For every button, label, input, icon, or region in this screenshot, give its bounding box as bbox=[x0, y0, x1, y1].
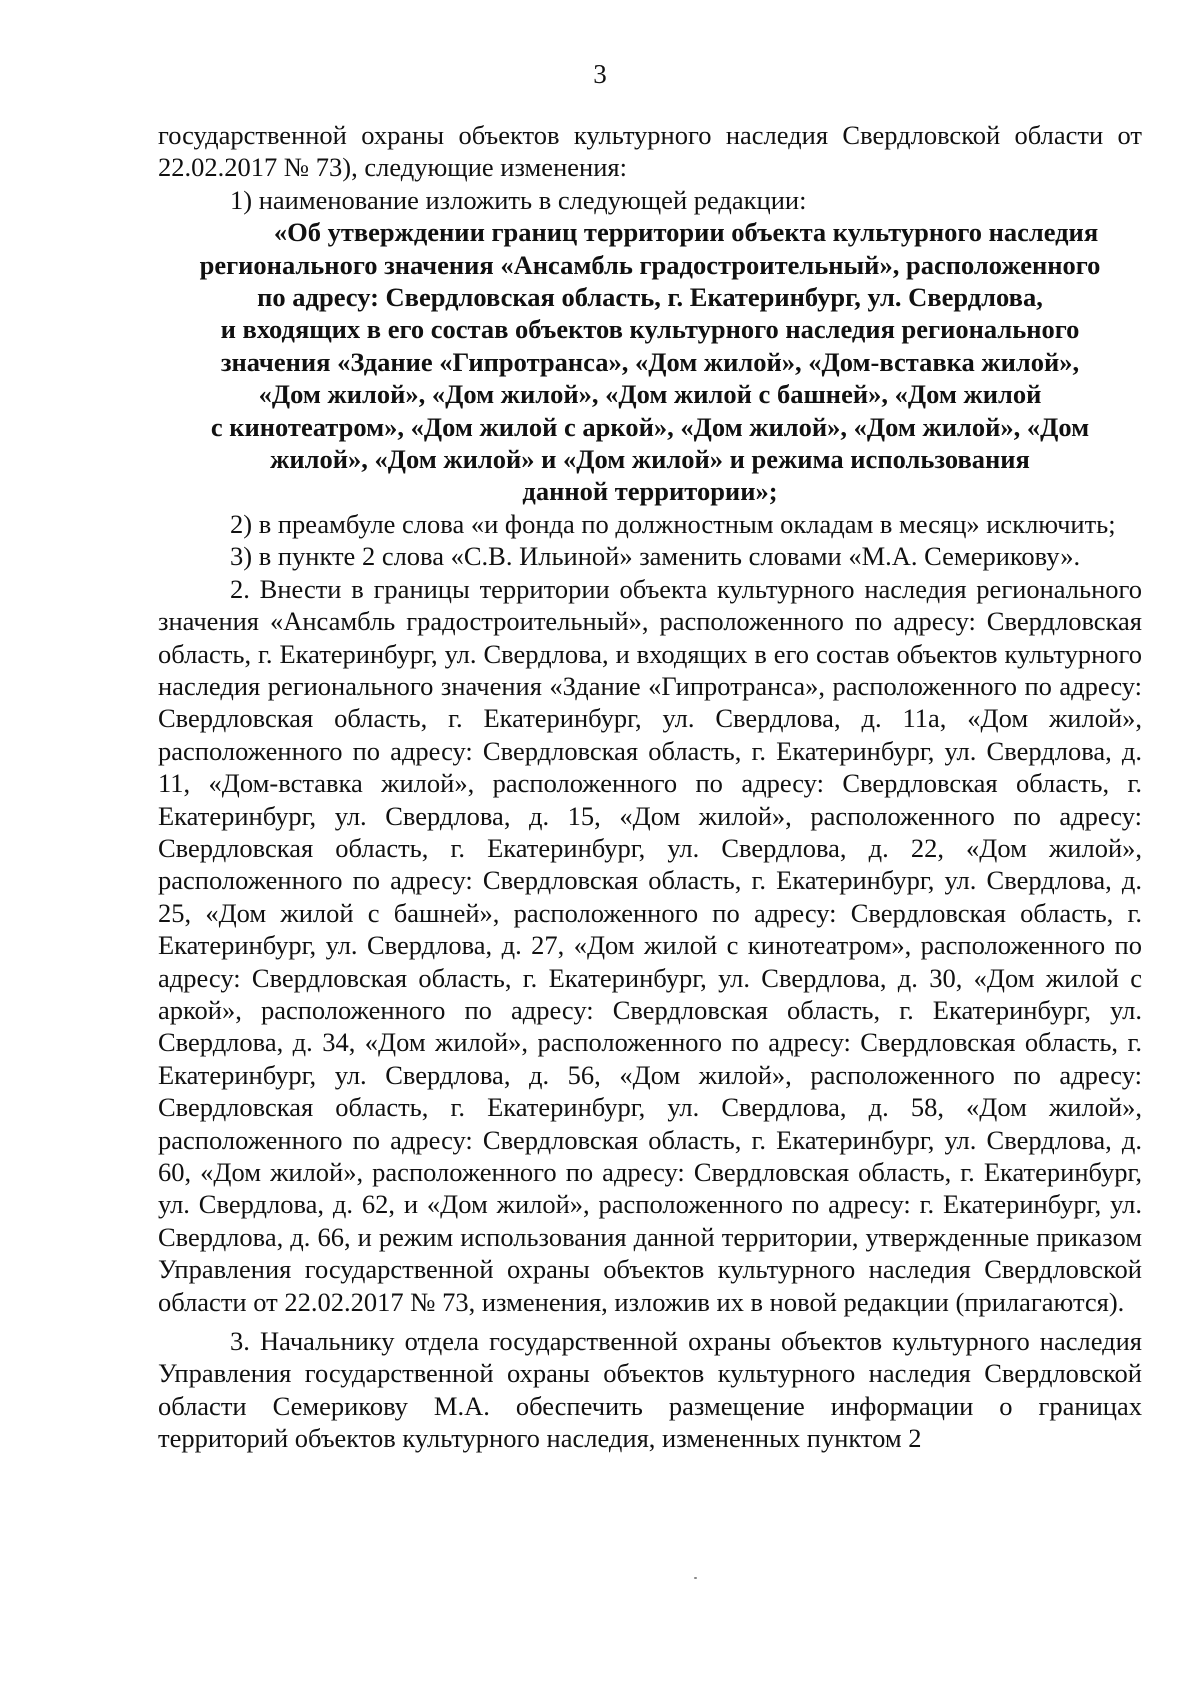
new-title-line: по адресу: Свердловская область, г. Екатеринбург, ул. Свердлова, bbox=[257, 282, 1043, 313]
new-title-line: с кинотеатром», «Дом жилой с аркой», «Дом жилой», «Дом жилой», «Дом bbox=[210, 411, 1090, 442]
new-title-line: и входящих в его состав объектов культурного наследия регионального bbox=[220, 314, 1080, 345]
item-3-paragraph: 3) в пункте 2 слова «С.В. Ильиной» заменить словами «М.А. Семерикову». bbox=[230, 541, 1081, 572]
section-2-paragraph: 2. Внести в границы территории объекта культурного наследия регионального значения «Ансамбль градостроительный», расположенного по адресу: Свердловская область, г. Екатеринбург, ул. Свердлова, и входящих в его состав объектов культурного наследия регионального значения «Здание «Гипротранса», расположенного по адресу: Свердловская область, г. Екатеринбург, ул. Свердлова, д. 11а, «Дом жилой», расположенного по адресу: Свердловская область, г. Екатеринбург, ул. Свердлова, д. 11, «Дом-вставка жилой», расположенного по адресу: Свердловская область, г. Екатеринбург, ул. Свердлова, д. 15, «Дом жилой», расположенного по адресу: Свердловская область, г. Екатеринбург, ул. Свердлова, д. 22, «Дом жилой», расположенного по адресу: Свердловская область, г. Екатеринбург, ул. Свердлова, д. 25, «Дом жилой с башней», расположенного по адресу: Свердловская область, г. Екатеринбург, ул. Свердлова, д. 27, «Дом жилой с кинотеатром», расположенного по адресу: Свердловская область, г. Екатеринбург, ул. Свердлова, д. 30, «Дом жилой с аркой», расположенного по адресу: Свердловская область, г. Екатеринбург, ул. Свердлова, д. 34, «Дом жилой», расположенного по адресу: Свердловская область, г. Екатеринбург, ул. Свердлова, д. 56, «Дом жилой», расположенного по адресу: Свердловская область, г. Екатеринбург, ул. Свердлова, д. 58, «Дом жилой», расположенного по адресу: Свердловская область, г. Екатеринбург, ул. Свердлова, д. 60, «Дом жилой», расположенного по адресу: Свердловская область, г. Екатеринбург, ул. Свердлова, д. 62, и «Дом жилой», расположенного по адресу: г. Екатеринбург, ул. Свердлова, д. 66, и режим использования данной территории, утвержденные приказом Управления государственной охраны объектов культурного наследия Свердловской области от 22.02.2017 № 73, изменения, изложив их в новой редакции (прилагаются). bbox=[158, 573, 1142, 1317]
page-number: 3 bbox=[593, 59, 607, 89]
new-title-block bbox=[158, 216, 1142, 508]
intro-paragraph: государственной охраны объектов культурного наследия Свердловской области от 22.02.2017 № 73), следующие изменения: bbox=[158, 120, 1142, 183]
document-body bbox=[158, 119, 1142, 1455]
new-title-line: значения «Здание «Гипротранса», «Дом жилой», «Дом-вставка жилой», bbox=[220, 346, 1080, 377]
new-title-line: «Дом жилой», «Дом жилой», «Дом жилой с башней», «Дом жилой bbox=[258, 379, 1042, 410]
item-2-paragraph: 2) в преамбуле слова «и фонда по должностным окладам в месяц» исключить; bbox=[230, 508, 1116, 539]
new-title-line: «Об утверждении границ территории объекта культурного наследия bbox=[273, 217, 1099, 248]
new-title-line: жилой», «Дом жилой» и «Дом жилой» и режима использования bbox=[270, 444, 1030, 475]
new-title-line: данной территории»; bbox=[522, 476, 778, 507]
item-1-paragraph: 1) наименование изложить в следующей редакции: bbox=[230, 184, 807, 215]
section-3-paragraph: 3. Начальнику отдела государственной охраны объектов культурного наследия Управления государственной охраны объектов культурного наследия Свердловской области Семерикову М.А. обеспечить размещение информации о границах территорий объектов культурного наследия, измененных пунктом 2 bbox=[158, 1326, 1142, 1454]
scan-speck bbox=[694, 1577, 697, 1579]
new-title-line: регионального значения «Ансамбль градостроительный», расположенного bbox=[199, 249, 1101, 280]
